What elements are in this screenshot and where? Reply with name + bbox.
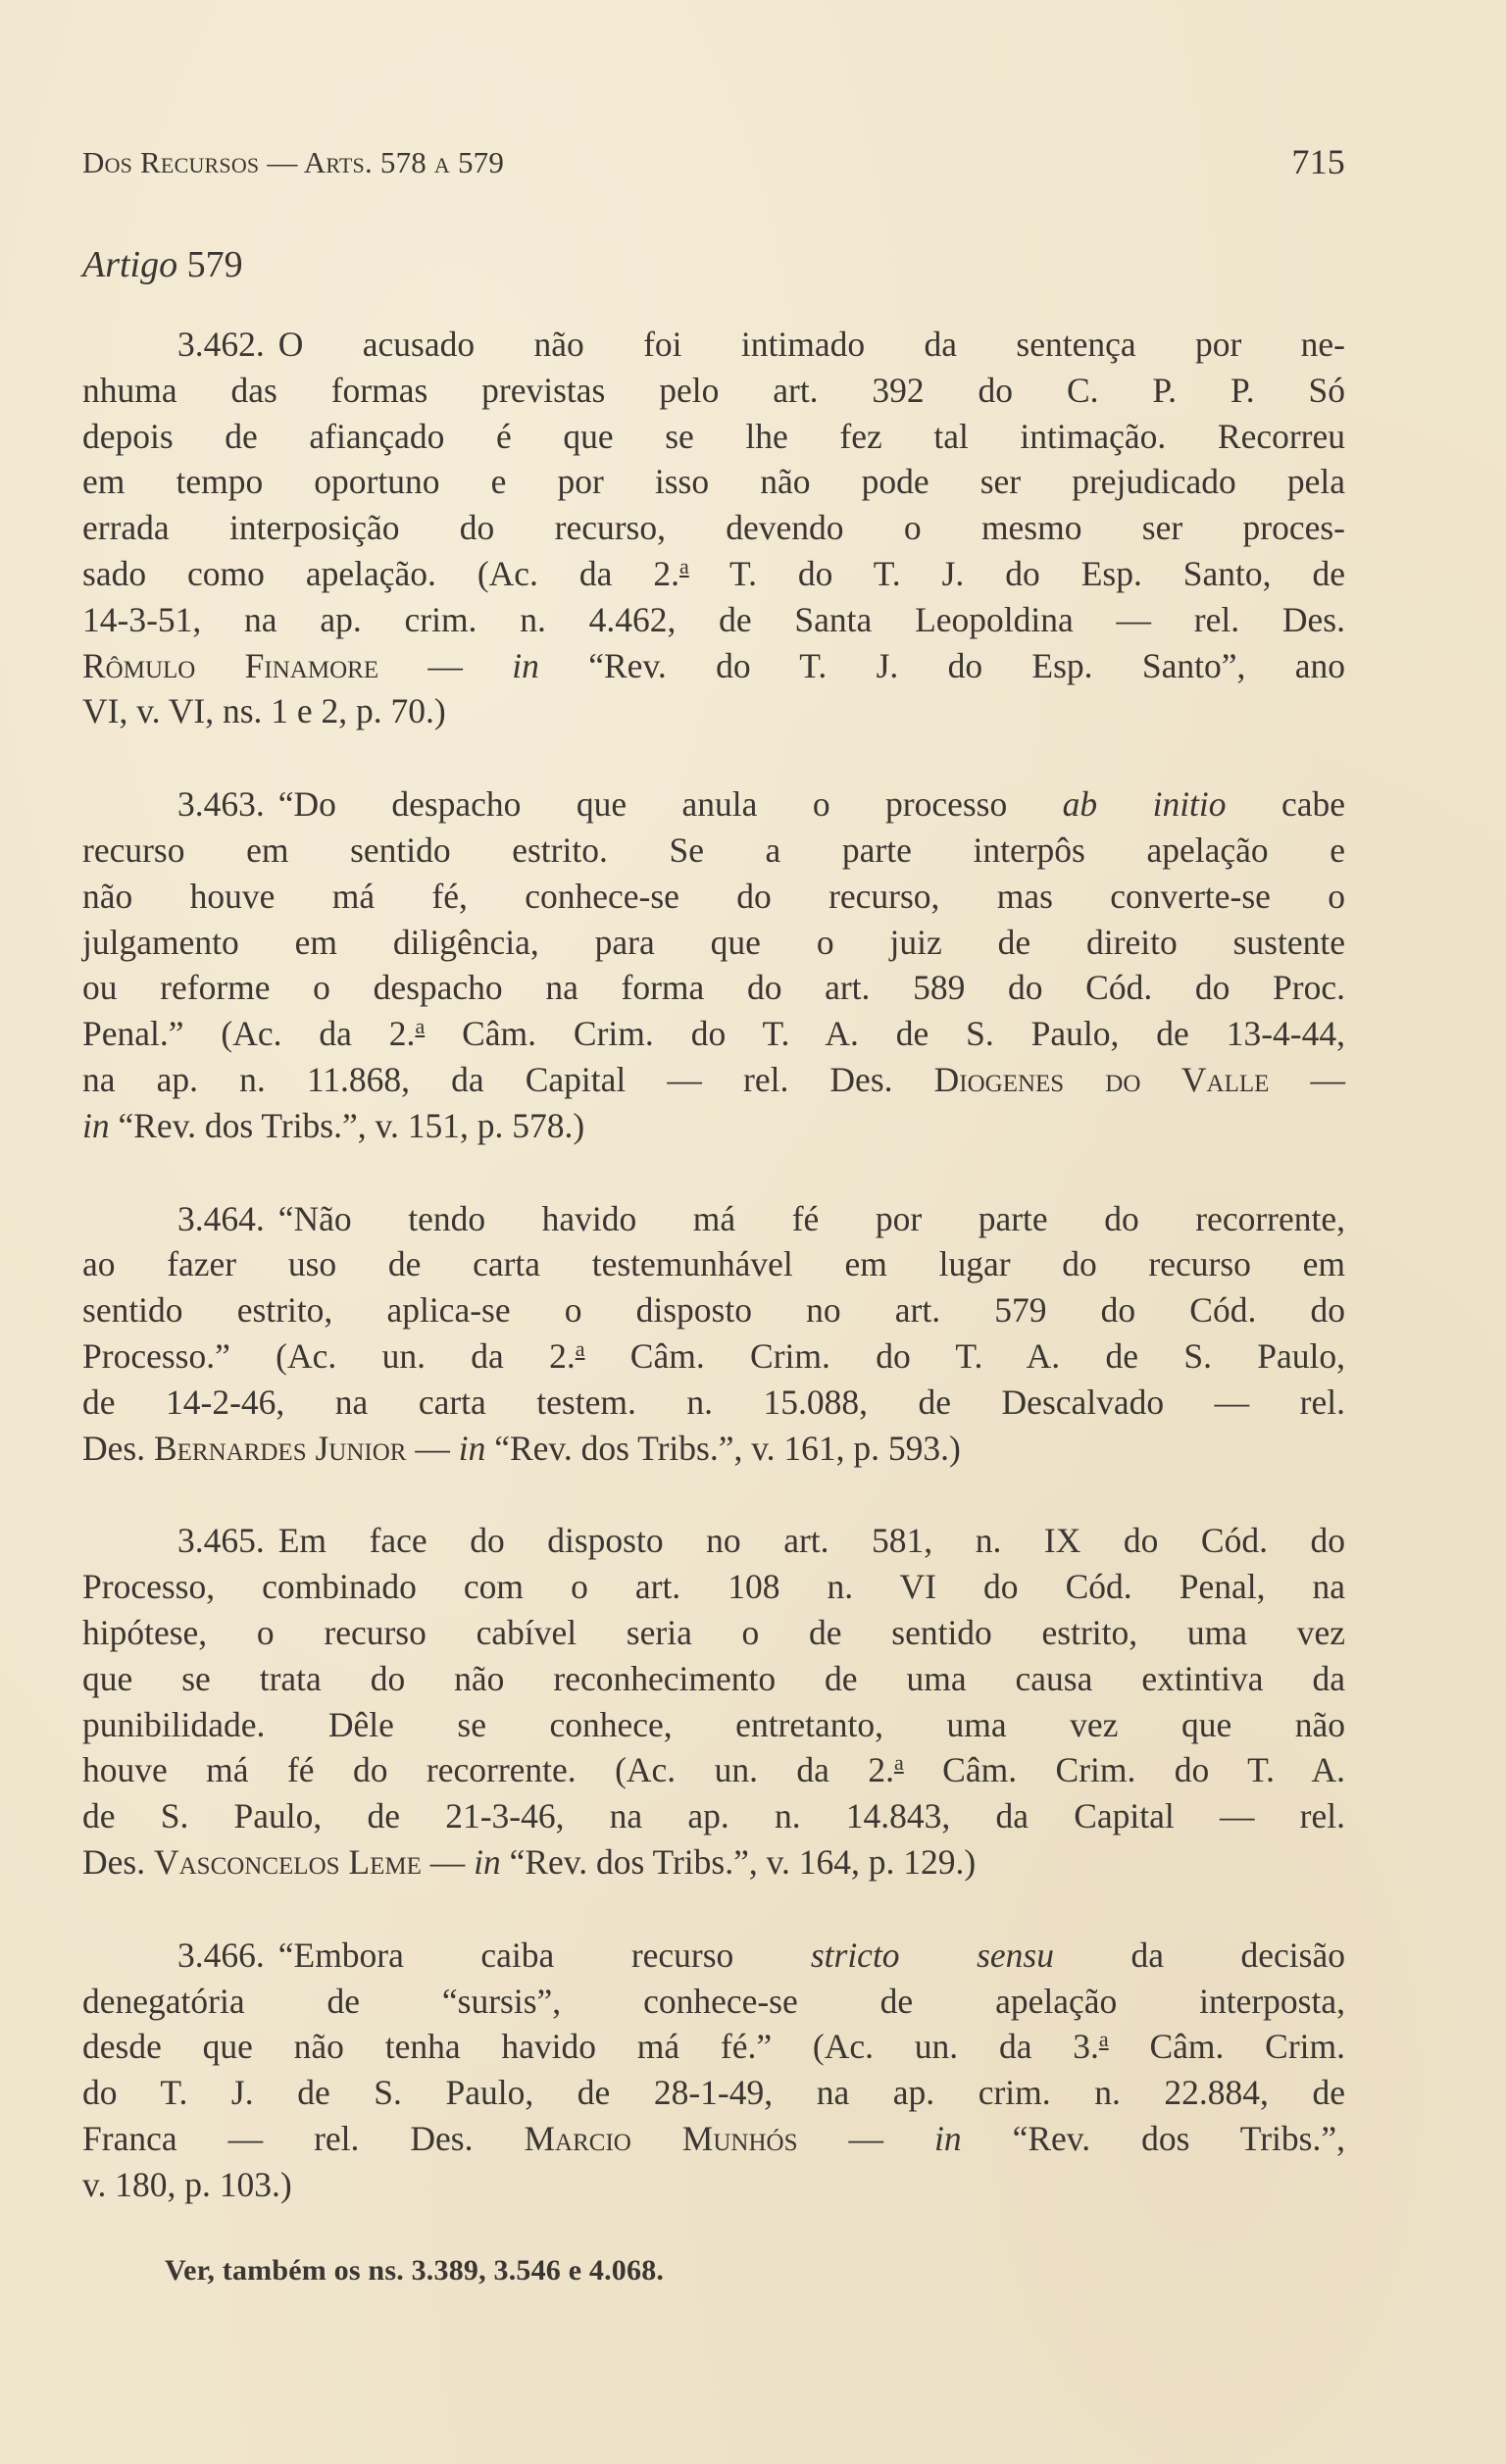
text-line: ou reforme o despacho na forma do art. 589 do Cód. do Proc.	[82, 968, 1345, 1008]
text-line: 3.464. “Não tendo havido má fé por parte do recorrente,	[177, 1198, 1345, 1238]
text-line: v. 180, p. 103.)	[82, 2164, 292, 2204]
text-line: hipótese, o recurso cabível seria o de sentido estrito, uma vez	[82, 1612, 1345, 1652]
judge-name: Vasconcelos Leme	[153, 1841, 422, 1882]
italic-term: in	[474, 1841, 501, 1882]
text-line: 3.462. O acusado não foi intimado da sentença por ne-	[177, 325, 1345, 364]
jurisprudence-paragraph	[82, 1196, 1345, 1472]
jurisprudence-paragraph	[82, 322, 1345, 734]
text-line: Des. Bernardes Junior — in “Rev. dos Tribs.”, v. 161, p. 593.)	[82, 1428, 961, 1468]
running-head-chapter: Dos Recursos	[82, 145, 260, 179]
text-line: não houve má fé, conhece-se do recurso, mas converte-se o	[82, 876, 1345, 916]
text-line: denegatória de “sursis”, conhece-se de apelação interposta,	[82, 1981, 1345, 2021]
see-also-note: Ver, também os ns. 3.389, 3.546 e 4.068.	[165, 2254, 665, 2288]
article-heading-number: 579	[186, 244, 243, 285]
jurisprudence-paragraph	[82, 1933, 1345, 2208]
article-heading	[82, 243, 243, 286]
ordinal-indicator: a	[575, 1335, 585, 1361]
text-line: 3.466. “Embora caiba recurso stricto sensu da decisão	[177, 1935, 1345, 1975]
text-line: 3.465. Em face do disposto no art. 581, n. IX do Cód. do	[177, 1521, 1345, 1561]
jurisprudence-paragraph	[82, 781, 1345, 1148]
text-line: em tempo oportuno e por isso não pode ser prejudicado pela	[82, 462, 1345, 502]
running-head	[82, 137, 1345, 180]
judge-name: Marcio Munhós	[524, 2118, 798, 2158]
text-line: de 14-2-46, na carta testem. n. 15.088, de Descalvado — rel.	[82, 1382, 1345, 1422]
text-line: de S. Paulo, de 21-3-46, na ap. n. 14.843, da Capital — rel.	[82, 1796, 1345, 1836]
text-line: VI, v. VI, ns. 1 e 2, p. 70.)	[82, 691, 446, 731]
text-line: do T. J. de S. Paulo, de 28-1-49, na ap. crim. n. 22.884, de	[82, 2073, 1345, 2113]
paragraph-number: 3.466.	[177, 1935, 265, 1975]
running-head-dash: —	[259, 145, 304, 179]
judge-name: Bernardes Junior	[153, 1428, 407, 1468]
italic-term: stricto sensu	[810, 1935, 1054, 1975]
text-line: na ap. n. 11.868, da Capital — rel. Des. Diogenes do Valle —	[82, 1059, 1345, 1099]
italic-term: ab initio	[1062, 784, 1227, 825]
text-line: sado como apelação. (Ac. da 2.$^a$ T. do T. J. do Esp. Santo, de	[82, 553, 1345, 593]
text-line: recurso em sentido estrito. Se a parte interpôs apelação e	[82, 830, 1345, 870]
text-line: nhuma das formas previstas pelo art. 392 do C. P. P. Só	[82, 370, 1345, 410]
text-line: 14-3-51, na ap. crim. n. 4.462, de Santa Leopoldina — rel. Des.	[82, 599, 1345, 639]
text-line: julgamento em diligência, para que o juiz de direito sustente	[82, 922, 1345, 962]
italic-term: in	[82, 1105, 110, 1145]
article-heading-word: Artigo	[82, 244, 178, 285]
text-line: houve má fé do recorrente. (Ac. un. da 2.$^a$ Câm. Crim. do T. A.	[82, 1750, 1345, 1790]
text-line: ao fazer uso de carta testemunhável em lugar do recurso em	[82, 1244, 1345, 1284]
paragraph-number: 3.463.	[177, 784, 265, 825]
jurisprudence-paragraph	[82, 1518, 1345, 1885]
judge-name: Diogenes do Valle	[933, 1059, 1270, 1099]
text-line: in “Rev. dos Tribs.”, v. 151, p. 578.)	[82, 1105, 585, 1145]
page-body	[82, 322, 1345, 2288]
text-line: desde que não tenha havido má fé.” (Ac. un. da 3.$^a$ Câm. Crim.	[82, 2027, 1346, 2067]
text-line: sentido estrito, aplica-se o disposto no art. 579 do Cód. do	[82, 1290, 1345, 1331]
running-head-title	[82, 145, 504, 180]
running-head-articles: Arts. 578 a 579	[303, 145, 505, 179]
text-line: punibilidade. Dêle se conhece, entretanto, uma vez que não	[82, 1704, 1345, 1744]
italic-term: in	[458, 1428, 486, 1468]
text-line: Processo, combinado com o art. 108 n. VI do Cód. Penal, na	[82, 1567, 1345, 1607]
text-line: Rômulo Finamore — in “Rev. do T. J. do Esp. Santo”, ano	[82, 645, 1345, 685]
paragraph-number: 3.464.	[177, 1198, 265, 1238]
ordinal-indicator: a	[893, 1750, 904, 1776]
text-line: 3.463. “Do despacho que anula o processo ab initio cabe	[177, 784, 1345, 825]
text-line: Processo.” (Ac. un. da 2.$^a$ Câm. Crim. do T. A. de S. Paulo,	[82, 1335, 1345, 1376]
page-number: 715	[1291, 142, 1345, 181]
italic-term: in	[934, 2118, 962, 2158]
text-line: Franca — rel. Des. Marcio Munhós — in “Rev. dos Tribs.”,	[82, 2118, 1345, 2158]
ordinal-indicator: a	[1098, 2027, 1109, 2052]
text-line: Des. Vasconcelos Leme — in “Rev. dos Tribs.”, v. 164, p. 129.)	[82, 1841, 977, 1882]
text-line: depois de afiançado é que se lhe fez tal intimação. Recorreu	[82, 416, 1345, 456]
text-line: errada interposição do recurso, devendo o mesmo ser proces-	[82, 508, 1345, 548]
text-line: que se trata do não reconhecimento de uma causa extintiva da	[82, 1658, 1345, 1698]
paragraph-number: 3.462.	[177, 325, 265, 364]
ordinal-indicator: a	[415, 1014, 426, 1039]
ordinal-indicator: a	[678, 553, 689, 578]
paragraph-number: 3.465.	[177, 1521, 265, 1561]
text-line: Penal.” (Ac. da 2.$^a$ Câm. Crim. do T. A. de S. Paulo, de 13-4-44,	[82, 1014, 1345, 1054]
judge-name: Rômulo Finamore	[82, 645, 379, 685]
italic-term: in	[512, 645, 539, 685]
